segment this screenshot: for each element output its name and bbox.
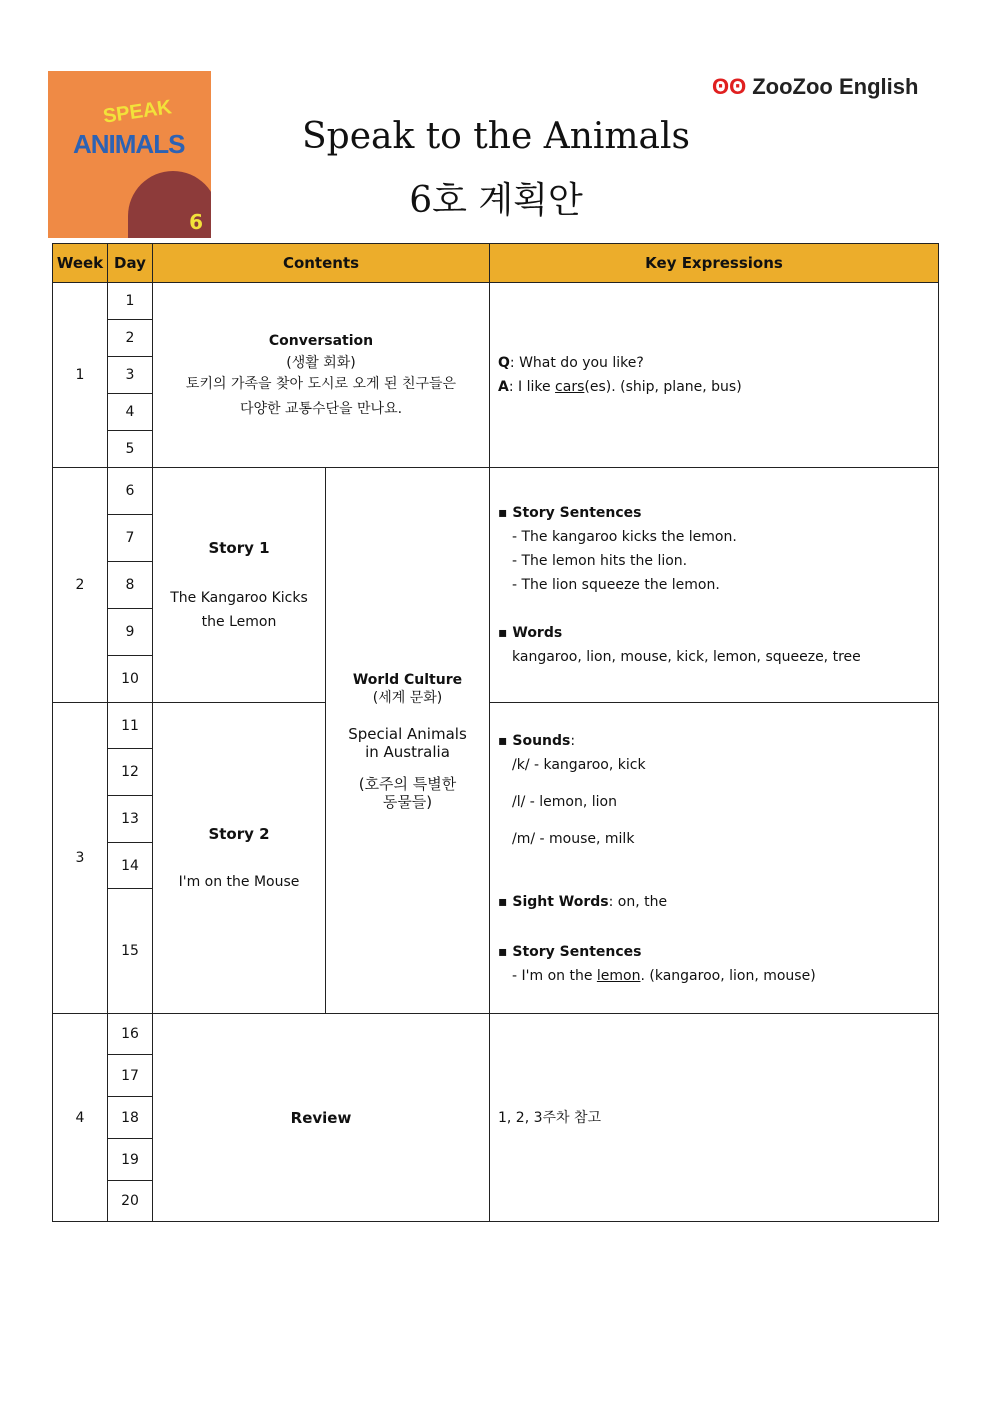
table-row <box>53 468 939 515</box>
cover-title-1: SPEAK <box>101 96 174 128</box>
day-cell: 5 <box>108 431 153 468</box>
brand-logo <box>712 74 918 100</box>
day-cell: 19 <box>108 1139 153 1181</box>
page-subtitle: 6호 계획안 <box>409 180 583 221</box>
logo-eyes-icon: ʘʘ <box>712 74 747 99</box>
cover-title-2: ANIMALS <box>73 129 185 159</box>
col-key: Key Expressions <box>490 244 939 283</box>
key-week3: ▪ Sounds: /k/ - kangaroo, kick /l/ - lemon, lion /m/ - mouse, milk ▪ Sight Words: on, the ▪ Story Sentences - I'm on the lemon. (kangaroo, lion, mouse) <box>490 703 939 1014</box>
contents-world-culture <box>326 468 490 1014</box>
col-day: Day <box>108 244 153 283</box>
day-cell: 8 <box>108 562 153 609</box>
day-cell: 18 <box>108 1097 153 1139</box>
day-cell: 14 <box>108 843 153 889</box>
col-week: Week <box>53 244 108 283</box>
day-cell: 2 <box>108 320 153 357</box>
day-cell: 3 <box>108 357 153 394</box>
week-cell: 4 <box>53 1014 108 1222</box>
contents-desc: 다양한 교통수단을 만나요. <box>239 400 403 417</box>
day-cell: 7 <box>108 515 153 562</box>
contents-sub: (생활 회화) <box>286 354 356 371</box>
contents-desc: The Kangaroo Kicks <box>170 590 308 606</box>
page-title: Speak to the Animals <box>301 116 690 157</box>
col-contents: Contents <box>153 244 490 283</box>
week-cell: 3 <box>53 703 108 1014</box>
contents-desc: I'm on the Mouse <box>178 874 300 890</box>
logo-text: ZooZoo English <box>752 74 919 99</box>
day-cell: 6 <box>108 468 153 515</box>
week-cell: 2 <box>53 468 108 703</box>
plan-table <box>52 243 939 1222</box>
table-row <box>53 1014 939 1055</box>
table-row <box>53 703 939 749</box>
contents-title: Story 2 <box>208 825 270 843</box>
contents-review: Review <box>153 1014 490 1222</box>
cover-number: 6 <box>189 210 203 234</box>
key-week1: Q: What do you like? A: I like cars(es). (ship, plane, bus) <box>490 283 939 468</box>
day-cell: 1 <box>108 283 153 320</box>
day-cell: 17 <box>108 1055 153 1097</box>
world-culture-sub: (세계 문화) <box>372 689 443 706</box>
contents-desc: 토키의 가족을 찾아 도시로 오게 된 친구들은 <box>185 375 457 392</box>
week-cell: 1 <box>53 283 108 468</box>
day-cell: 15 <box>108 889 153 1014</box>
header-row <box>53 244 939 283</box>
world-culture-desc: Special Animals <box>348 724 467 743</box>
key-week4: 1, 2, 3주차 참고 <box>490 1014 939 1222</box>
day-cell: 13 <box>108 796 153 843</box>
world-culture-title: World Culture <box>352 671 463 688</box>
contents-story1 <box>153 468 326 703</box>
day-cell: 10 <box>108 656 153 703</box>
table-row <box>53 283 939 320</box>
key-week2: ▪ Story Sentences - The kangaroo kicks the lemon. - The lemon hits the lion. - The lion squeeze the lemon. ▪ Words kangaroo, lion, mouse, kick, lemon, squeeze, tree <box>490 468 939 703</box>
world-culture-desc: in Australia <box>365 742 450 761</box>
contents-title: Story 1 <box>208 539 270 557</box>
world-culture-desc: (호주의 특별한 <box>358 774 457 793</box>
day-cell: 11 <box>108 703 153 749</box>
contents-desc: the Lemon <box>201 614 277 630</box>
contents-title: Conversation <box>268 332 374 349</box>
day-cell: 9 <box>108 609 153 656</box>
day-cell: 4 <box>108 394 153 431</box>
contents-story2 <box>153 703 326 1014</box>
day-cell: 16 <box>108 1014 153 1055</box>
day-cell: 12 <box>108 749 153 796</box>
contents-conversation <box>153 283 490 468</box>
world-culture-desc: 동물들) <box>382 792 433 811</box>
day-cell: 20 <box>108 1181 153 1222</box>
